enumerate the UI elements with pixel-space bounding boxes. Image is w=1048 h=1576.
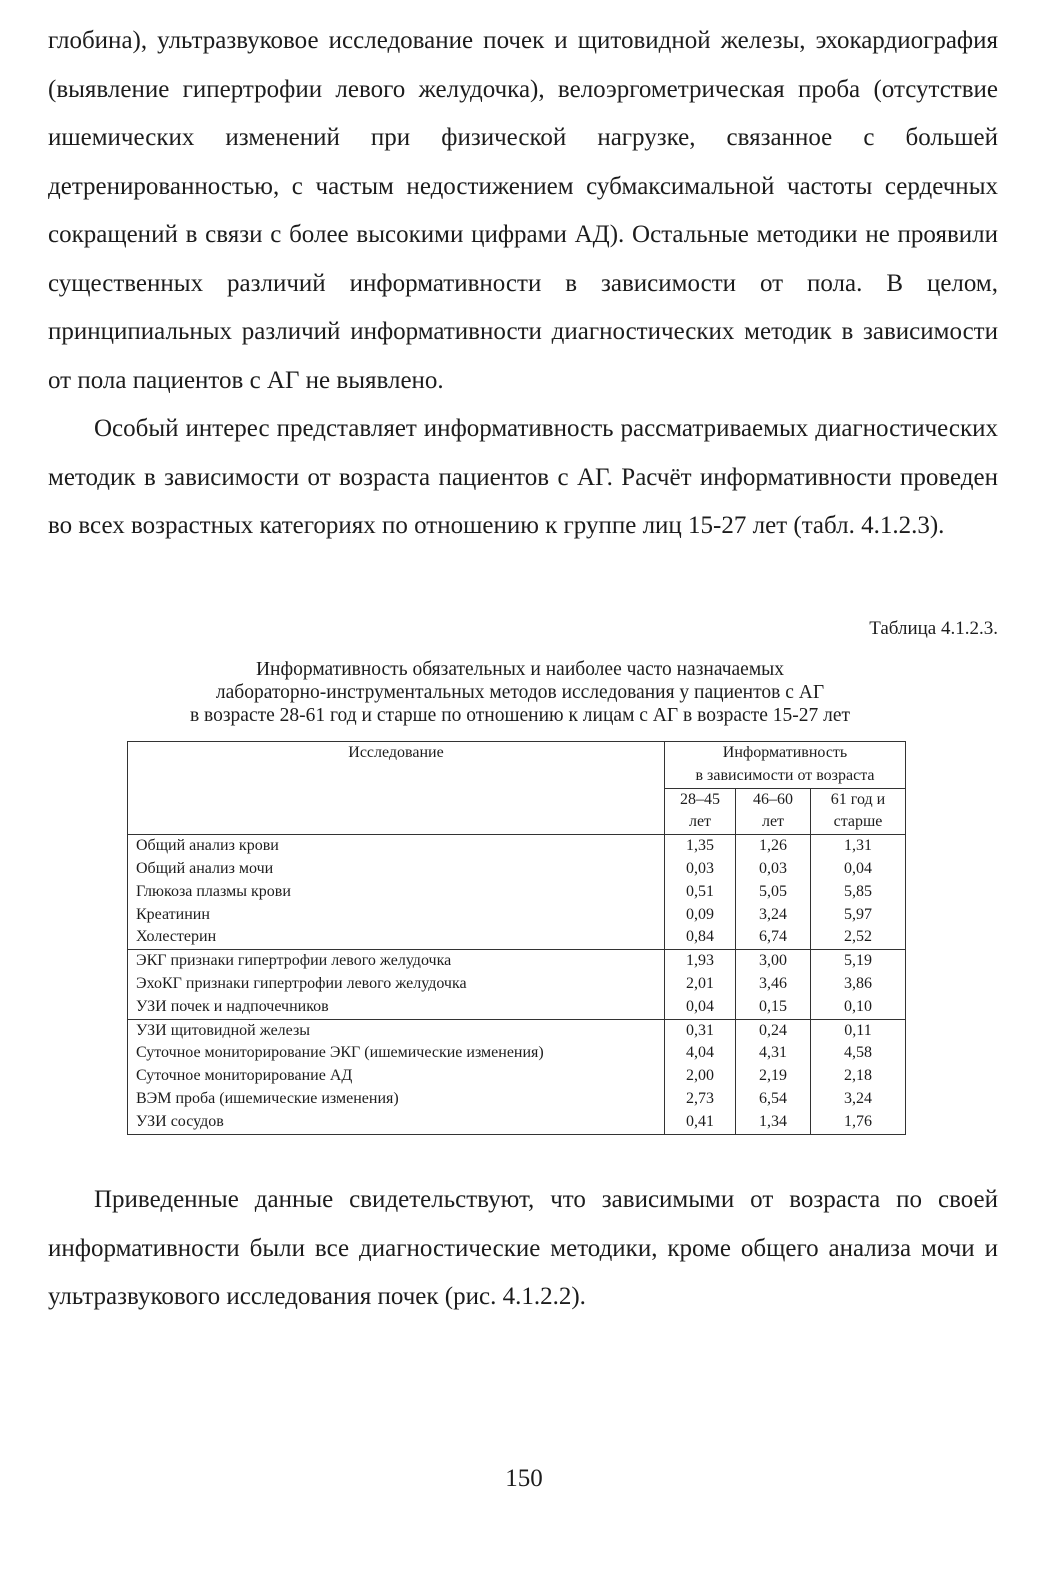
table-row — [128, 996, 906, 1019]
paragraph-3 — [48, 1176, 998, 1322]
table-row — [128, 1111, 906, 1134]
age-header-line-2: старше — [833, 813, 883, 831]
table-row — [128, 1065, 906, 1088]
row-study-name: Суточное мониторирование АД — [128, 1065, 665, 1088]
value-age-61-plus: 1,76 — [811, 1111, 906, 1134]
group-header-line-2: в зависимости от возраста — [695, 766, 875, 784]
value-age-61-plus: 0,11 — [811, 1019, 906, 1042]
value-age-46-60: 2,19 — [736, 1065, 811, 1088]
row-study-name: УЗИ щитовидной железы — [128, 1019, 665, 1042]
value-age-61-plus: 3,24 — [811, 1088, 906, 1111]
value-age-46-60: 0,15 — [736, 996, 811, 1019]
table-row — [128, 904, 906, 927]
table-row — [128, 1088, 906, 1111]
table-row — [128, 926, 906, 949]
value-age-28-45: 0,04 — [665, 996, 736, 1019]
value-age-61-plus: 3,86 — [811, 973, 906, 996]
age-header-line-1: 28–45 — [680, 790, 720, 808]
page-number: 150 — [505, 1465, 543, 1492]
value-age-61-plus: 4,58 — [811, 1042, 906, 1065]
value-age-46-60: 4,31 — [736, 1042, 811, 1065]
value-age-46-60: 6,54 — [736, 1088, 811, 1111]
value-age-61-plus: 2,18 — [811, 1065, 906, 1088]
table-title — [100, 658, 940, 727]
row-study-name: Суточное мониторирование ЭКГ (ишемические изменения) — [128, 1042, 665, 1065]
row-study-name: ЭхоКГ признаки гипертрофии левого желудочка — [128, 973, 665, 996]
value-age-28-45: 0,84 — [665, 926, 736, 949]
row-study-name: Холестерин — [128, 926, 665, 949]
value-age-61-plus: 0,10 — [811, 996, 906, 1019]
value-age-46-60: 5,05 — [736, 881, 811, 904]
value-age-61-plus: 5,19 — [811, 950, 906, 973]
value-age-46-60: 6,74 — [736, 926, 811, 949]
age-header-line-2: лет — [761, 813, 785, 831]
paragraph-2-text: Особый интерес представляет информативность рассматриваемых диагностических методик в зависимости от возраста пациентов с АГ. Расчёт информативности проведен во всех возрастных категориях по отношению к группе лиц 15-27 лет (табл. 4.1.2.3). — [48, 415, 998, 539]
age-header-line-1: 46–60 — [753, 790, 793, 808]
value-age-28-45: 4,04 — [665, 1042, 736, 1065]
table-row — [128, 950, 906, 973]
paragraph-2 — [48, 405, 998, 551]
value-age-28-45: 2,73 — [665, 1088, 736, 1111]
table-row — [128, 973, 906, 996]
row-study-name: УЗИ почек и надпочечников — [128, 996, 665, 1019]
row-study-name: Общий анализ крови — [128, 835, 665, 858]
value-age-28-45: 2,00 — [665, 1065, 736, 1088]
value-age-28-45: 0,09 — [665, 904, 736, 927]
value-age-61-plus: 2,52 — [811, 926, 906, 949]
value-age-61-plus: 1,31 — [811, 835, 906, 858]
value-age-28-45: 0,03 — [665, 858, 736, 881]
value-age-46-60: 3,00 — [736, 950, 811, 973]
row-study-name: ЭКГ признаки гипертрофии левого желудочка — [128, 950, 665, 973]
row-study-name: ВЭМ проба (ишемические изменения) — [128, 1088, 665, 1111]
value-age-61-plus: 5,85 — [811, 881, 906, 904]
value-age-46-60: 1,34 — [736, 1111, 811, 1134]
table-header-row — [128, 742, 906, 789]
column-header-age-61-plus — [811, 788, 906, 835]
value-age-28-45: 0,51 — [665, 881, 736, 904]
table-title-line-2: лабораторно-инструментальных методов исследования у пациентов с АГ — [215, 682, 825, 703]
value-age-28-45: 1,93 — [665, 950, 736, 973]
value-age-46-60: 0,24 — [736, 1019, 811, 1042]
group-header-line-1: Информативность — [722, 744, 848, 761]
column-header-age-28-45 — [665, 788, 736, 835]
value-age-28-45: 0,31 — [665, 1019, 736, 1042]
value-age-46-60: 0,03 — [736, 858, 811, 881]
column-header-study: Исследование — [128, 742, 665, 835]
table-row — [128, 1042, 906, 1065]
value-age-61-plus: 5,97 — [811, 904, 906, 927]
column-header-group — [665, 742, 906, 789]
column-header-age-46-60 — [736, 788, 811, 835]
value-age-61-plus: 0,04 — [811, 858, 906, 881]
row-study-name: УЗИ сосудов — [128, 1111, 665, 1134]
paragraph-1: глобина), ультразвуковое исследование почек и щитовидной железы, эхокардиография (выявление гипертрофии левого желудочка), велоэргометрическая проба (отсутствие ишемических изменений при физической нагрузке, связанное с большей детренированностью, с частым недостижением субмаксимальной частоты сердечных сокращений в связи с более высокими цифрами АД). Остальные методики не проявили существенных различий информативности в зависимости от пола. В целом, принципиальных различий информативности диагностических методик в зависимости от пола пациентов с АГ не выявлено. — [48, 27, 998, 394]
table-row — [128, 881, 906, 904]
value-age-46-60: 1,26 — [736, 835, 811, 858]
informativeness-table — [127, 741, 906, 1135]
table-row — [128, 1019, 906, 1042]
row-study-name: Общий анализ мочи — [128, 858, 665, 881]
table-caption: Таблица 4.1.2.3. — [869, 618, 998, 639]
age-header-line-2: лет — [688, 813, 712, 831]
value-age-28-45: 0,41 — [665, 1111, 736, 1134]
table-title-line-1: Информативность обязательных и наиболее часто назначаемых — [255, 659, 785, 680]
value-age-46-60: 3,24 — [736, 904, 811, 927]
value-age-46-60: 3,46 — [736, 973, 811, 996]
table-title-line-3: в возрасте 28-61 год и старше по отношению к лицам с АГ в возрасте 15-27 лет — [189, 705, 851, 726]
table-row — [128, 835, 906, 858]
value-age-28-45: 1,35 — [665, 835, 736, 858]
paragraph-3-text: Приведенные данные свидетельствуют, что зависимыми от возраста по своей информативности были все диагностические методики, кроме общего анализа мочи и ультразвукового исследования почек (рис. 4.1.2.2). — [48, 1186, 998, 1310]
value-age-28-45: 2,01 — [665, 973, 736, 996]
age-header-line-1: 61 год и — [830, 790, 886, 808]
table-row — [128, 858, 906, 881]
row-study-name: Глюкоза плазмы крови — [128, 881, 665, 904]
row-study-name: Креатинин — [128, 904, 665, 927]
